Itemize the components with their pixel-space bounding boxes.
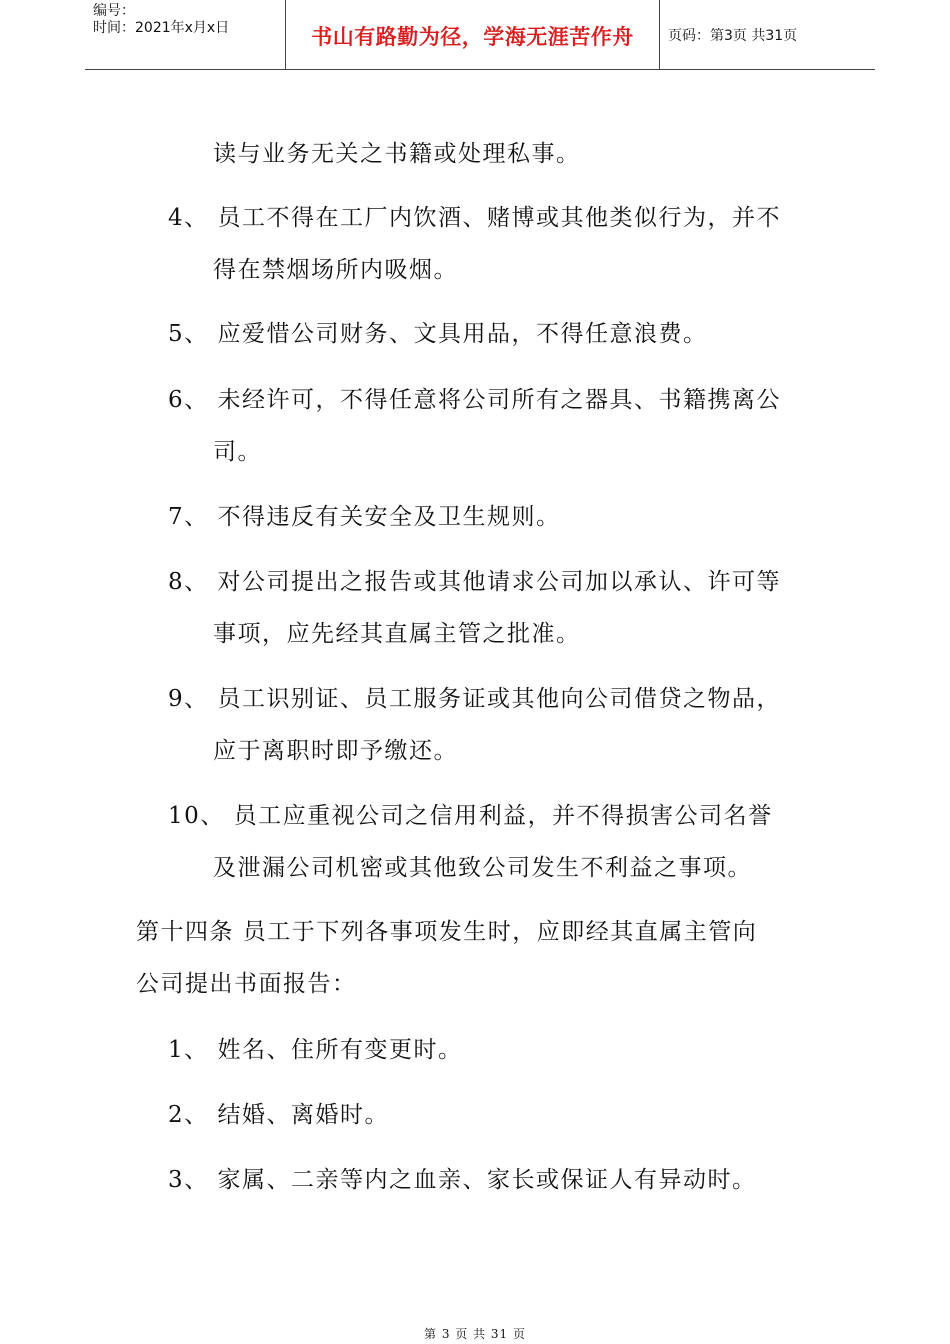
body-line: 及泄漏公司机密或其他致公司发生不利益之事项。	[213, 855, 752, 881]
body-line: 6、 未经许可，不得任意将公司所有之器具、书籍携离公	[168, 387, 781, 413]
document-time-label: 时间：2021年x月x日	[93, 20, 230, 36]
body-line: 应于离职时即予缴还。	[213, 738, 458, 764]
body-line: 10、 员工应重视公司之信用利益，并不得损害公司名誉	[168, 803, 773, 829]
body-line: 7、 不得违反有关安全及卫生规则。	[168, 504, 561, 530]
body-line: 第十四条 员工于下列各事项发生时，应即经其直属主管向	[136, 919, 758, 945]
body-line: 公司提出书面报告：	[136, 971, 357, 997]
body-line: 2、 结婚、离婚时。	[168, 1102, 389, 1128]
body-line: 得在禁烟场所内吸烟。	[213, 257, 458, 283]
body-line: 事项，应先经其直属主管之批准。	[213, 621, 581, 647]
body-line: 4、 员工不得在工厂内饮酒、赌博或其他类似行为，并不	[168, 205, 781, 231]
body-line: 3、 家属、二亲等内之血亲、家长或保证人有异动时。	[168, 1167, 757, 1193]
body-line: 司。	[213, 439, 262, 465]
header-page-info: 页码：第3页 共31页	[668, 28, 798, 44]
header-meta	[93, 3, 229, 37]
body-line: 读与业务无关之书籍或处理私事。	[213, 141, 581, 167]
document-number-label: 编号：	[93, 3, 135, 19]
header-divider	[659, 0, 660, 69]
page-footer: 第 3 页 共 31 页	[424, 1327, 526, 1341]
page-header	[85, 0, 875, 70]
body-line: 5、 应爱惜公司财务、文具用品，不得任意浪费。	[168, 321, 708, 347]
body-line: 1、 姓名、住所有变更时。	[168, 1037, 463, 1063]
body-line: 9、 员工识别证、员工服务证或其他向公司借贷之物品，	[168, 686, 781, 712]
header-motto: 书山有路勤为径，学海无涯苦作舟	[311, 25, 634, 49]
body-line: 8、 对公司提出之报告或其他请求公司加以承认、许可等	[168, 569, 781, 595]
